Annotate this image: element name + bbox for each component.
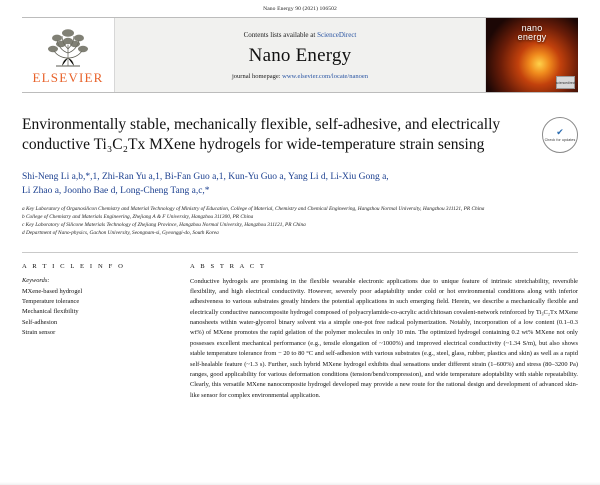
affiliation-b: b College of Chemistry and Materials Engineering, Zhejiang A & F University, Hangzhou 311300, PR China	[22, 213, 254, 220]
sciencedirect-link[interactable]: ScienceDirect	[317, 30, 357, 39]
abstract-column	[190, 263, 578, 402]
author-list	[22, 171, 578, 199]
journal-cover-image	[486, 18, 578, 92]
journal-masthead	[22, 17, 578, 93]
abstract-heading: A B S T R A C T	[190, 262, 267, 270]
crossmark-label: Check for updates	[544, 138, 576, 142]
affiliation-c: c Key Laboratory of Silicone Materials Technology of Zhejiang Province, Hangzhou Normal University, Hangzhou 311121, PR China	[22, 221, 306, 228]
article-body	[22, 263, 578, 402]
publisher-logo	[22, 18, 115, 92]
homepage-prefix: journal homepage:	[231, 72, 283, 80]
affiliation-d: d Department of Nano-physics, Gachon University, Seongnam-si, Gyeonggi-do, South Korea	[22, 229, 219, 236]
list-item: MXene-based hydrogel	[22, 287, 83, 295]
article-info-heading: A R T I C L E I N F O	[22, 262, 125, 270]
cover-title-line2: energy	[517, 32, 547, 43]
running-head: Nano Energy 90 (2021) 106502	[263, 6, 337, 12]
section-divider	[22, 252, 578, 253]
page-title: Environmentally stable, mechanically flexible, self-adhesive, and electrically conductive Ti₃C₂Tx MXene hydrogels for wide-temperature strain sensing	[22, 116, 501, 154]
keywords-list	[22, 287, 172, 339]
abstract-text: Conductive hydrogels are promising in the flexible wearable electronic applications due to unique feature of intrinsic stretchability, reversible flexibility, and high electrical conductivity. However, severely poor adaptability under cold or hot environmental conditions along with inferior adhesiveness to various substrates greatly hinders the potential applications in such emerging field. Herein, we describe a mechanically flexible and electrically conductive nanocomposite hydrogel composed of polyacrylamide-co-acrylic acid/chitosan covalent-network reinforced by Ti₃C₂Tx MXene nanosheets within water-glycerol binary solvent via a simple one-pot free radical polymerization. Notably, incorporation of a low content (0.1–0.3 wt%) of MXene promotes the rapid gelation of the polymer molecules in only 10 min. The optimized hydrogel containing 0.2 wt% MXene not only possesses excellent mechanical performance (e.g., tensile elongation of ~1000%) and improved electrical conductivity (~1.34 S/m), but also shows stable temperature tolerance from − 20 to 80 °C and self-adhesion with various substrates (e.g., steel, glass, rubber, plastics and skin) as well as a rapid self-healable feature (~1.3 s). Further, such hybrid MXene hydrogel exhibits dual sensations under different strain (1–600%) and stress (80–3200 Pa) ranges, good applicability for various deformation conditions (tension/bend/compression), and wide temperature adoptability with stable repeatability. Clearly, this versatile MXene nanocomposite hydrogel developed may provide a new route for the rational design and development of advanced skin-like sensor for complex environmental application.	[190, 277, 578, 399]
author-line-2: Li Zhao a, Joonho Bae d, Long-Cheng Tang a,c,*	[22, 186, 210, 197]
journal-homepage-line	[232, 73, 368, 80]
check-icon: ✔	[556, 127, 564, 137]
cover-title	[486, 24, 578, 43]
list-item: Temperature tolerance	[22, 297, 80, 305]
sciencedirect-line	[244, 31, 357, 39]
keywords-heading: Keywords:	[22, 276, 50, 284]
contents-prefix: Contents lists available at	[243, 30, 318, 39]
list-item: Mechanical flexibility	[22, 308, 79, 316]
elsevier-wordmark: ELSEVIER	[32, 69, 104, 85]
cover-sciencedirect-badge: sciencedirect	[556, 76, 575, 89]
journal-homepage-link[interactable]: www.elsevier.com/locate/nanoen	[282, 72, 369, 80]
journal-banner	[115, 18, 486, 92]
title-area	[22, 115, 578, 155]
author-line-1: Shi-Neng Li a,b,*,1, Zhi-Ran Yu a,1, Bi-Fan Guo a,1, Kun-Yu Guo a, Yang Li d, Li-Xiu Gong a,	[22, 172, 389, 183]
affiliation-a: a Key Laboratory of Organosilicon Chemistry and Material Technology of Ministry of Education, College of Material, Chemistry and Chemical Engineering, Hangzhou Normal University, Hangzhou 311121, PR China	[22, 205, 485, 212]
crossmark-badge[interactable]	[542, 117, 578, 153]
cover-title-line1: nano	[521, 23, 543, 33]
list-item: Self-adhesion	[22, 318, 58, 326]
list-item: Strain sensor	[22, 329, 56, 337]
affiliation-list	[22, 206, 578, 238]
elsevier-tree-icon	[42, 25, 94, 69]
journal-title: Nano Energy	[248, 44, 352, 66]
article-info-column	[22, 263, 172, 402]
